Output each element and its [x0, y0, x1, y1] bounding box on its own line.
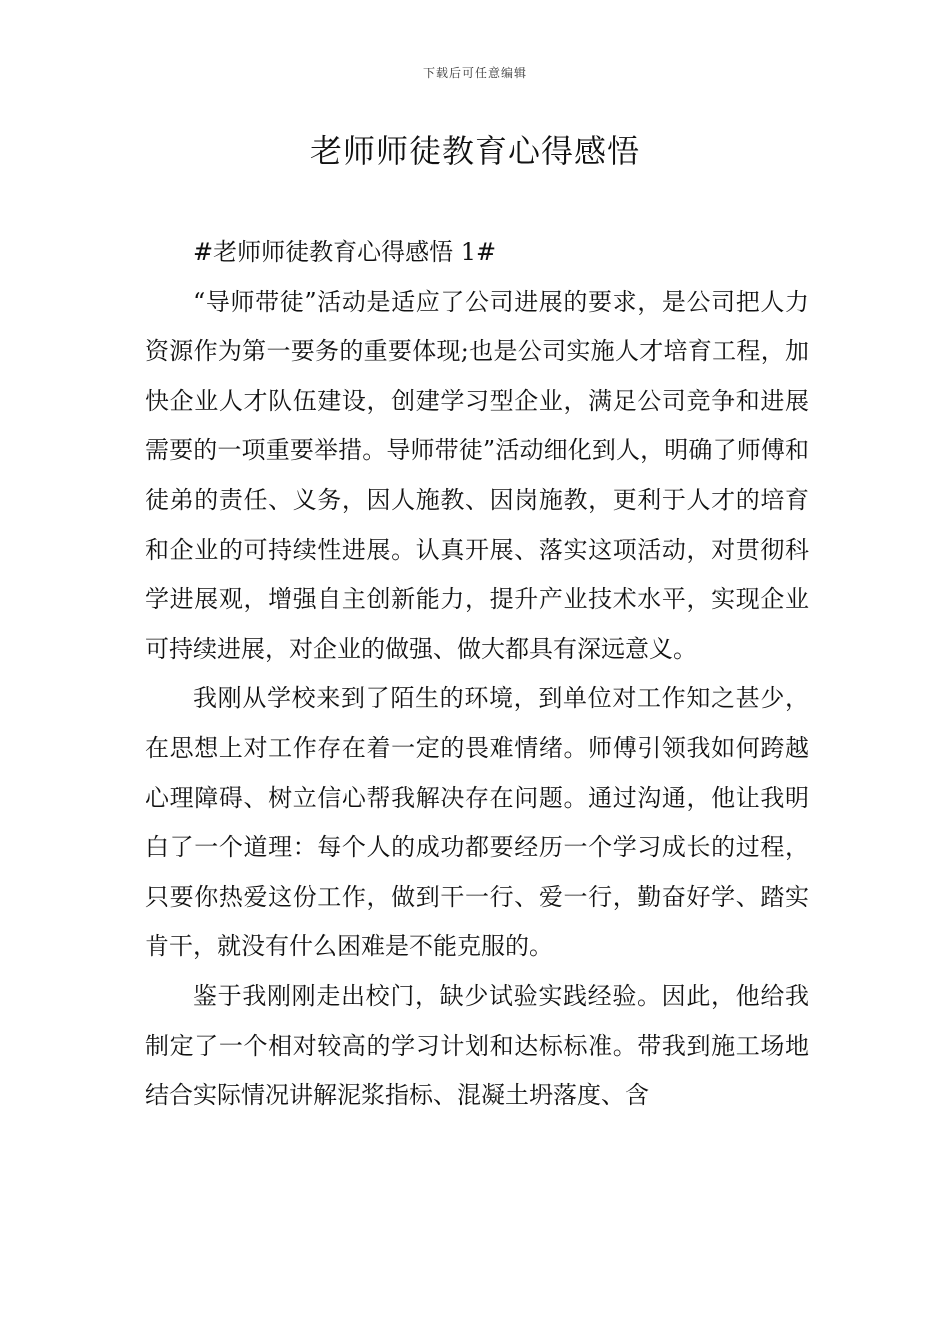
paragraph-1: “导师带徒”活动是适应了公司进展的要求，是公司把人力资源作为第一要务的重要体现;也是公司实施人才培育工程，加快企业人才队伍建设，创建学习型企业，满足公司竞争和进展需要的一项重要举措。导师带徒”活动细化到人，明确了师傅和徒弟的责任、义务，因人施教、因岗施教，更利于人才的培育和企业的可持续性进展。认真开展、落实这项活动，对贯彻科学进展观，增强自主创新能力，提升产业技术水平，实现企业可持续进展，对企业的做强、做大都具有深远意义。: [145, 287, 809, 663]
section-heading: #老师师徒教育心得感悟 1#: [193, 238, 497, 266]
document-body: [145, 228, 809, 1121]
header-note: 下载后可任意编辑: [422, 66, 527, 80]
document-title: 老师师徒教育心得感悟: [309, 132, 640, 170]
paragraph-3: 鉴于我刚刚走出校门，缺少试验实践经验。因此，他给我制定了一个相对较高的学习计划和达标标准。带我到施工场地结合实际情况讲解泥浆指标、混凝土坍落度、含: [145, 981, 809, 1110]
paragraph-2: 我刚从学校来到了陌生的环境，到单位对工作知之甚少，在思想上对工作存在着一定的畏难情绪。师傅引领我如何跨越心理障碍、树立信心帮我解决存在问题。通过沟通，他让我明白了一个道理：每个人的成功都要经历一个学习成长的过程，只要你热爱这份工作，做到干一行、爱一行，勤奋好学、踏实肯干，就没有什么困难是不能克服的。: [145, 684, 809, 961]
